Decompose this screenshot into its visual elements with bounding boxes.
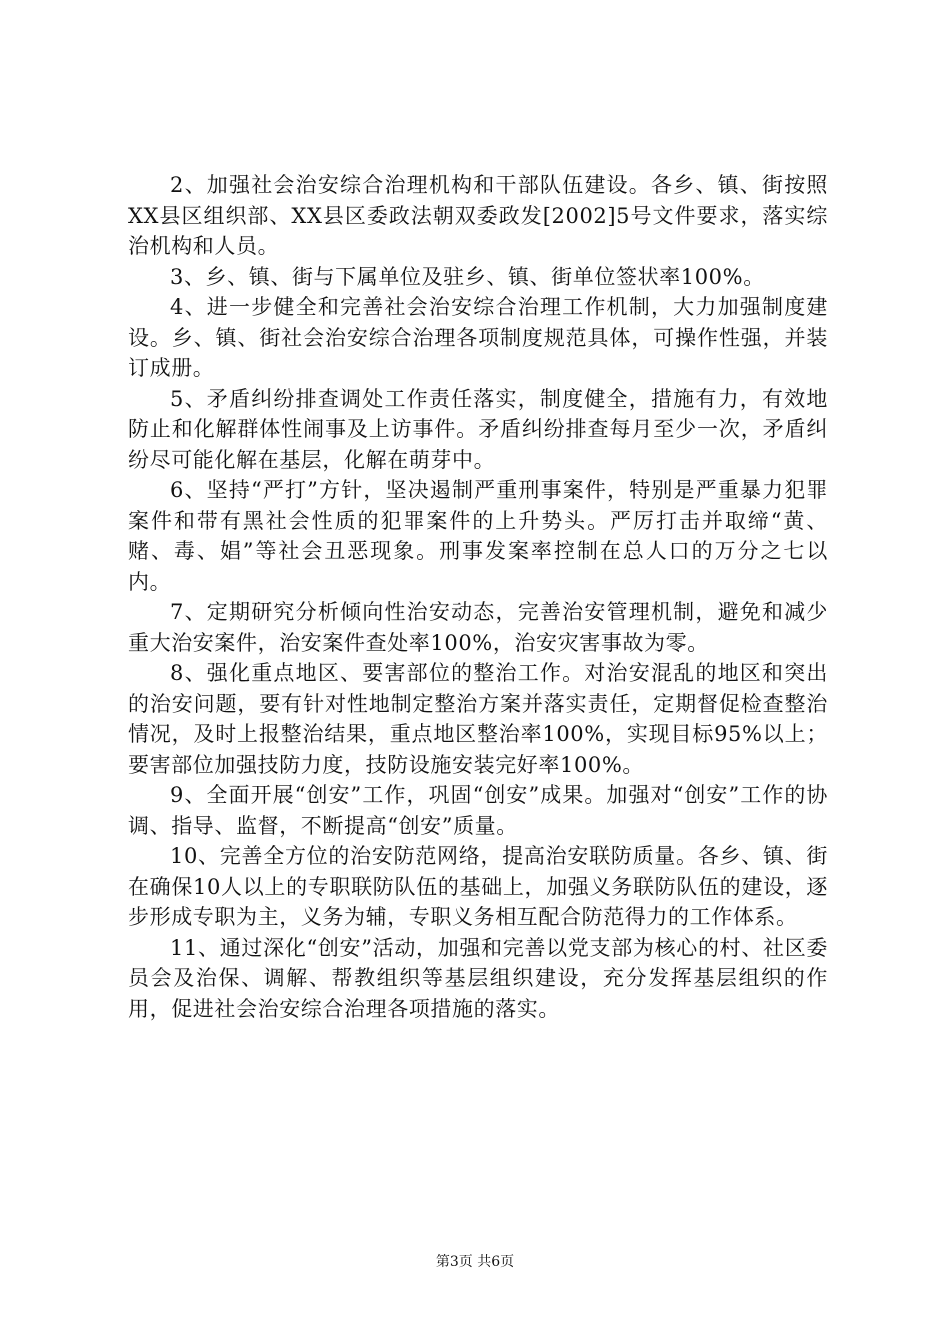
- paragraph-item-6: 6、坚持“严打”方针，坚决遏制严重刑事案件，特别是严重暴力犯罪案件和带有黑社会性质的犯罪案件的上升势头。严厉打击并取缔“黄、赌、毒、娼”等社会丑恶现象。刑事发案率控制在总人口的万分之七以内。: [128, 478, 828, 594]
- page-number-footer: 第3页 共6页: [435, 1254, 515, 1270]
- paragraph-item-9: 9、全面开展“创安”工作，巩固“创安”成果。加强对“创安”工作的协调、指导、监督，不断提高“创安”质量。: [128, 783, 828, 838]
- paragraph-item-2: 2、加强社会治安综合治理机构和干部队伍建设。各乡、镇、街按照XX县区组织部、XX县区委政法朝双委政发[2002]5号文件要求，落实综治机构和人员。: [128, 173, 828, 258]
- paragraph-item-5: 5、矛盾纠纷排查调处工作责任落实，制度健全，措施有力，有效地防止和化解群体性闹事及上访事件。矛盾纠纷排查每月至少一次，矛盾纠纷尽可能化解在基层，化解在萌芽中。: [128, 386, 828, 472]
- paragraph-item-8: 8、强化重点地区、要害部位的整治工作。对治安混乱的地区和突出的治安问题，要有针对性地制定整治方案并落实责任，定期督促检查整治情况，及时上报整治结果，重点地区整治率100%，实现目标95%以上；要害部位加强技防力度，技防设施安装完好率100%。: [128, 661, 828, 777]
- paragraph-item-4: 4、进一步健全和完善社会治安综合治理工作机制，大力加强制度建设。乡、镇、街社会治安综合治理各项制度规范具体，可操作性强，并装订成册。: [128, 295, 828, 380]
- document-body: [128, 170, 828, 1024]
- paragraph-item-7: 7、定期研究分析倾向性治安动态，完善治安管理机制，避免和减少重大治安案件，治安案件查处率100%，治安灾害事故为零。: [128, 600, 828, 655]
- paragraph-item-10: 10、完善全方位的治安防范网络，提高治安联防质量。各乡、镇、街在确保10人以上的专职联防队伍的基础上，加强义务联防队伍的建设，逐步形成专职为主，义务为辅，专职义务相互配合防范得力的工作体系。: [128, 844, 828, 929]
- paragraph-item-11: 11、通过深化“创安”活动，加强和完善以党支部为核心的村、社区委员会及治保、调解、帮教组织等基层组织建设，充分发挥基层组织的作用，促进社会治安综合治理各项措施的落实。: [128, 935, 828, 1021]
- paragraph-item-3: 3、乡、镇、街与下属单位及驻乡、镇、街单位签状率100%。: [170, 264, 765, 289]
